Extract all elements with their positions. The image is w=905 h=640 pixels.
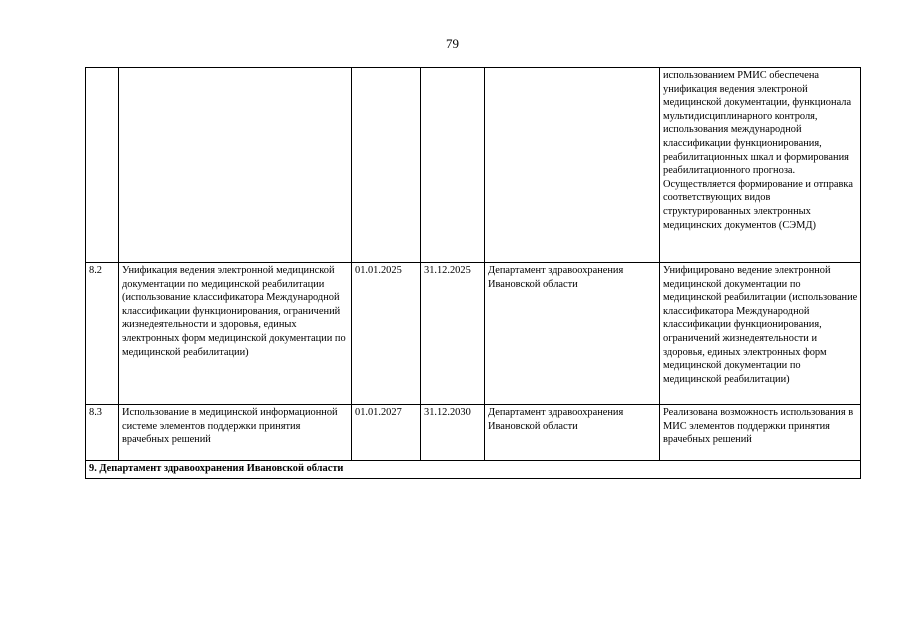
table-row bbox=[86, 263, 861, 405]
cell-result: Реализована возможность использования в МИС элементов поддержки принятия врачебных решений bbox=[660, 405, 861, 461]
cell-start-date bbox=[352, 68, 421, 263]
cell-action: Унификация ведения электронной медицинской документации по медицинской реабилитации (использование классификатора Международной классификации функционирования, ограничений жизнедеятельности и здоровья, единых электронных форм медицинской документации по медицинской реабилитации) bbox=[119, 263, 352, 405]
cell-action: Использование в медицинской информационной системе элементов поддержки принятия врачебных решений bbox=[119, 405, 352, 461]
cell-number bbox=[86, 68, 119, 263]
page-number: 79 bbox=[446, 36, 459, 51]
cell-start-date: 01.01.2027 bbox=[352, 405, 421, 461]
cell-number: 8.3 bbox=[86, 405, 119, 461]
table-row-continued bbox=[86, 68, 861, 263]
cell-end-date: 31.12.2025 bbox=[421, 263, 485, 405]
cell-start-date: 01.01.2025 bbox=[352, 263, 421, 405]
table-row bbox=[86, 405, 861, 461]
cell-result: использованием РМИС обеспечена унификация ведения электроной медицинской документации, функционала мультидисциплинарного контроля, использования международной классификации функционирования, реабилитационных шкал и формирования реабилитационного прогноза. Осуществляется формирование и отправка соответствующих видов структурированных электронных медицинских документов (СЭМД) bbox=[660, 68, 861, 263]
section-heading-row bbox=[86, 461, 861, 479]
cell-end-date: 31.12.2030 bbox=[421, 405, 485, 461]
cell-responsible: Департамент здравоохранения Ивановской области bbox=[485, 263, 660, 405]
cell-responsible bbox=[485, 68, 660, 263]
section-heading: 9. Департамент здравоохранения Ивановской области bbox=[86, 461, 861, 479]
cell-end-date bbox=[421, 68, 485, 263]
cell-responsible: Департамент здравоохранения Ивановской области bbox=[485, 405, 660, 461]
cell-action bbox=[119, 68, 352, 263]
measures-table bbox=[85, 67, 861, 479]
cell-result: Унифицировано ведение электронной медицинской документации по медицинской реабилитации (использование классификатора Международной классификации функционирования, ограничений жизнедеятельности и здоровья, единых электронных форм медицинской документации по медицинской реабилитации) bbox=[660, 263, 861, 405]
cell-number: 8.2 bbox=[86, 263, 119, 405]
